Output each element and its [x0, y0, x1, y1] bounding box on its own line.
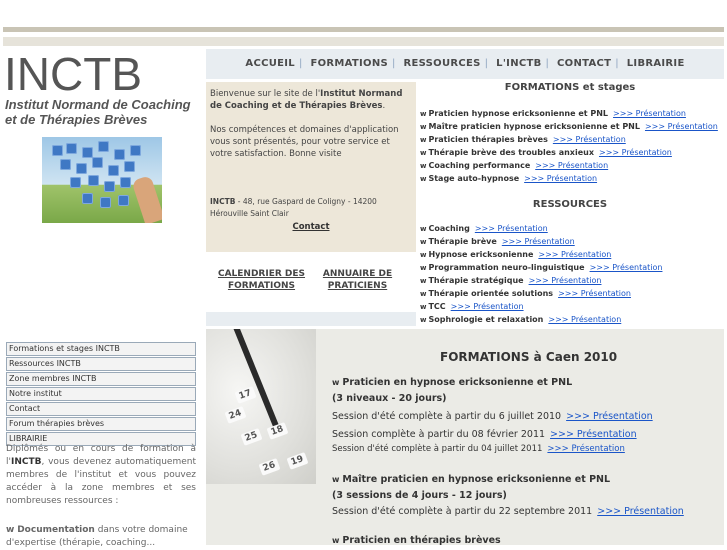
main-nav: ACCUEIL | FORMATIONS | RESSOURCES | L'INCTB | CONTACT | LIBRAIRIE: [206, 49, 724, 79]
ressources-heading: RESSOURCES: [532, 199, 608, 210]
formation-stage-item: w Coaching performance >>> Présentation: [420, 161, 609, 170]
top-rule: [3, 27, 724, 32]
ressource-label: Thérapie stratégique: [428, 276, 524, 285]
members-text: Diplômés ou en cours de formation à l'INCTB, vous devenez automatiquement membres de l'institut et vous pouvez accéder à la zone membres et ses nombreuses ressources :: [6, 444, 196, 506]
formation-stage-label: Thérapie brève des troubles anxieux: [428, 148, 594, 157]
presentation-link[interactable]: >>> Présentation: [474, 224, 548, 233]
formation-2-title: w Maître praticien en hypnose ericksonienne et PNL: [332, 474, 611, 485]
formation-2-duration: (3 sessions de 4 jours - 12 jours): [332, 490, 507, 501]
formation-2-session-1: Session d'été complète à partir du 22 septembre 2011 >>> Présentation: [332, 506, 684, 517]
ressource-item: w Hypnose ericksonienne >>> Présentation: [420, 250, 612, 259]
formation-stage-item: w Maître praticien hypnose ericksonienne et PNL >>> Présentation: [420, 122, 718, 131]
side-nav: [6, 342, 196, 447]
formation-1-session-1: Session d'été complète à partir du 6 juillet 2010 >>> Présentation: [332, 411, 653, 422]
nav-librairie[interactable]: LIBRAIRIE: [626, 58, 685, 69]
sidenav-zone-membres[interactable]: Zone membres INCTB: [6, 372, 196, 386]
nav-contact[interactable]: CONTACT: [557, 58, 612, 69]
presentation-link[interactable]: >>> Présentation: [548, 315, 622, 324]
presentation-link[interactable]: >>> Présentation: [550, 429, 637, 440]
ressource-label: Hypnose ericksonienne: [428, 250, 534, 259]
formation-stage-label: Coaching performance: [428, 161, 531, 170]
welcome-panel: [206, 82, 416, 252]
site-subtitle: Institut Normand de Coaching et de Thérapies Brèves: [5, 97, 191, 127]
presentation-link[interactable]: >>> Présentation: [597, 506, 684, 517]
formation-stage-label: Praticien thérapies brèves: [428, 135, 548, 144]
nav-ressources[interactable]: RESSOURCES: [403, 58, 481, 69]
formation-1-session-2: Session complète à partir du 08 février 2011 >>> Présentation: [332, 429, 637, 440]
ressource-item: w TCC >>> Présentation: [420, 302, 524, 311]
nav-formations[interactable]: FORMATIONS: [310, 58, 389, 69]
formation-stage-item: w Stage auto-hypnose >>> Présentation: [420, 174, 598, 183]
presentation-link[interactable]: >>> Présentation: [450, 302, 524, 311]
formation-3-title: w Praticien en thérapies brèves: [332, 535, 501, 546]
divider-strip: [206, 312, 416, 326]
sidenav-institut[interactable]: Notre institut: [6, 387, 196, 401]
presentation-link[interactable]: >>> Présentation: [598, 148, 672, 157]
formation-1-title: w Praticien en hypnose ericksonienne et PNL: [332, 377, 573, 388]
calendar-image: 17 24 25 18 26 19: [206, 329, 316, 484]
sidenav-formations[interactable]: Formations et stages INCTB: [6, 342, 196, 356]
presentation-link[interactable]: >>> Présentation: [528, 276, 602, 285]
address: INCTB - 48, rue Gaspard de Coligny - 14200 Hérouville Saint Clair: [210, 197, 377, 218]
presentation-link[interactable]: >>> Présentation: [589, 263, 663, 272]
presentation-link[interactable]: >>> Présentation: [644, 122, 718, 131]
formation-stage-item: w Praticien thérapies brèves >>> Présentation: [420, 135, 626, 144]
puzzle-hand-image: [42, 137, 162, 223]
directory-link[interactable]: ANNUAIRE DE PRATICIENS: [322, 269, 393, 291]
ressource-label: TCC: [428, 302, 446, 311]
ressource-label: Thérapie brève: [428, 237, 497, 246]
contact-link[interactable]: Contact: [292, 222, 330, 232]
ressource-item: w Thérapie orientée solutions >>> Présentation: [420, 289, 631, 298]
presentation-link[interactable]: >>> Présentation: [538, 250, 612, 259]
ressource-label: Programmation neuro-linguistique: [428, 263, 585, 272]
ressource-label: Sophrologie et relaxation: [428, 315, 544, 324]
ressource-label: Thérapie orientée solutions: [428, 289, 554, 298]
top-band: [3, 37, 724, 46]
sidenav-forum[interactable]: Forum thérapies brèves: [6, 417, 196, 431]
formation-stage-item: w Praticien hypnose ericksonienne et PNL >>> Présentation: [420, 109, 686, 118]
sidenav-contact[interactable]: Contact: [6, 402, 196, 416]
ressource-item: w Thérapie brève >>> Présentation: [420, 237, 575, 246]
formation-1-duration: (3 niveaux - 20 jours): [332, 393, 447, 404]
welcome-text: Bienvenue sur le site de l'Institut Normand de Coaching et de Thérapies Brèves. Nos compétences et domaines d'application vous sont présentés, pour votre service et votre satisfaction. Bonne visite: [210, 89, 403, 159]
formation-stage-item: w Thérapie brève des troubles anxieux >>> Présentation: [420, 148, 672, 157]
nav-inctb[interactable]: L'INCTB: [496, 58, 542, 69]
site-logo[interactable]: INCTB: [4, 48, 142, 100]
ressource-item: w Thérapie stratégique >>> Présentation: [420, 276, 602, 285]
formation-1-session-3: Session d'été complète à partir du 04 juillet 2011 >>> Présentation: [332, 444, 625, 454]
ressource-item: w Programmation neuro-linguistique >>> Présentation: [420, 263, 663, 272]
presentation-link[interactable]: >>> Présentation: [524, 174, 598, 183]
ressource-item: w Sophrologie et relaxation >>> Présentation: [420, 315, 622, 324]
presentation-link[interactable]: >>> Présentation: [547, 444, 625, 454]
formation-stage-label: Stage auto-hypnose: [428, 174, 520, 183]
caen-title: FORMATIONS à Caen 2010: [440, 350, 618, 364]
presentation-link[interactable]: >>> Présentation: [535, 161, 609, 170]
presentation-link[interactable]: >>> Présentation: [501, 237, 575, 246]
formation-stage-label: Maître praticien hypnose ericksonienne et PNL: [428, 122, 640, 131]
ressource-label: Coaching: [428, 224, 470, 233]
calendar-link[interactable]: CALENDRIER DES FORMATIONS: [217, 269, 306, 291]
formation-stage-label: Praticien hypnose ericksonienne et PNL: [428, 109, 609, 118]
presentation-link[interactable]: >>> Présentation: [613, 109, 686, 118]
formations-heading: FORMATIONS et stages: [504, 82, 636, 93]
documentation-line: w Documentation dans votre domaine d'expertise (thérapie, coaching...: [6, 525, 188, 548]
nav-accueil[interactable]: ACCUEIL: [245, 58, 295, 69]
sidenav-ressources[interactable]: Ressources INCTB: [6, 357, 196, 371]
ressource-item: w Coaching >>> Présentation: [420, 224, 548, 233]
presentation-link[interactable]: >>> Présentation: [552, 135, 626, 144]
formations-caen-section: [206, 329, 724, 545]
presentation-link[interactable]: >>> Présentation: [566, 411, 653, 422]
sidenav-librairie[interactable]: LIBRAIRIE: [6, 432, 196, 446]
presentation-link[interactable]: >>> Présentation: [558, 289, 631, 298]
